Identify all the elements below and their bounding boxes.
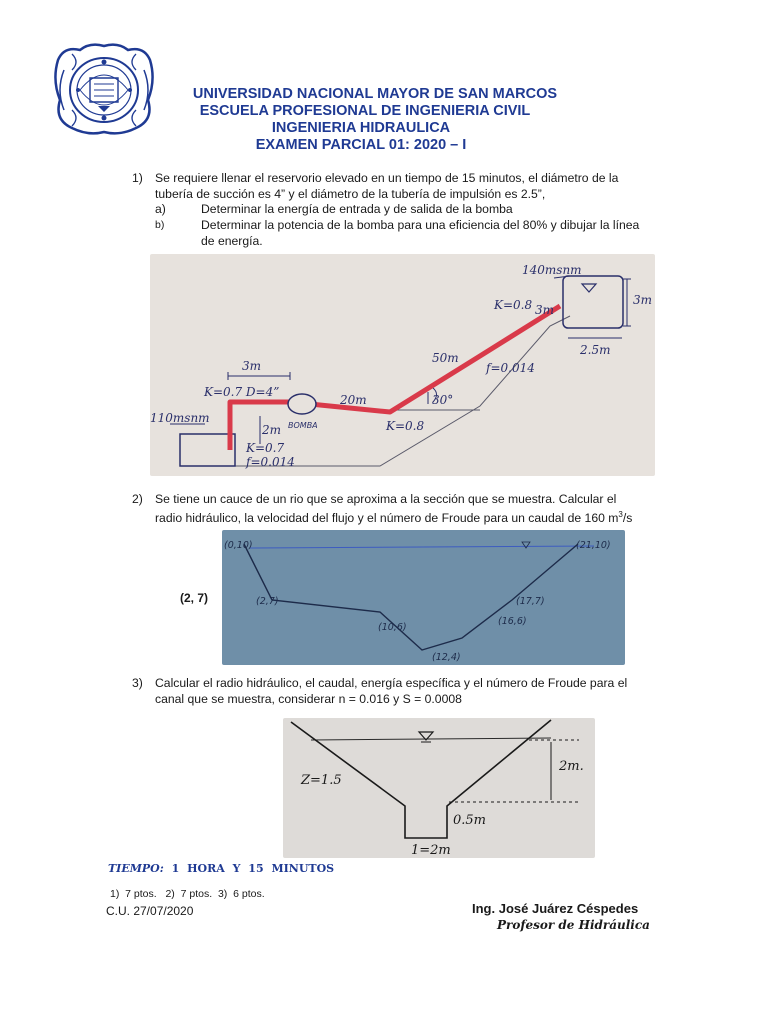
- fig1-len-suction: 3m: [242, 359, 262, 373]
- suction-tank: [180, 434, 235, 466]
- q3-text-line1: Calcular el radio hidráulico, el caudal, energía específica y el número de Froude para el: [155, 676, 628, 690]
- pump-icon: [288, 394, 316, 414]
- river-section-figure: [222, 530, 625, 665]
- q3-text-line2: canal que se muestra, considerar n = 0.016 y S = 0.0008: [155, 692, 462, 706]
- q2-number: 2): [132, 492, 143, 506]
- exam-title: EXAMEN PARCIAL 01: 2020 – I: [255, 137, 467, 153]
- fig1-k-suction: K=0.7 D=4”: [204, 385, 280, 399]
- q2-side-label: (2, 7): [180, 591, 209, 605]
- channel-figure: [283, 718, 595, 858]
- q1-text-line1: Se requiere llenar el reservorio elevado en un tiempo de 15 minutos, el diámetro de la: [155, 171, 619, 185]
- fig2-p7: (12,4): [432, 652, 461, 663]
- q2-text-line2: [155, 507, 632, 526]
- fig2-p3: (2,7): [256, 596, 279, 607]
- water-surface-line: [311, 738, 551, 740]
- q1-number: 1): [132, 171, 143, 185]
- fig1-k-top: K=0.8: [494, 298, 533, 312]
- fig1-len-top: 3m: [535, 303, 555, 317]
- fig1-len-incl: 50m: [432, 351, 459, 365]
- water-surface-line: [250, 546, 594, 548]
- fig2-p2: (21,10): [576, 540, 611, 551]
- fig1-k-inlet: K=0.7: [246, 441, 285, 455]
- cu-date: C.U. 27/07/2020: [106, 904, 194, 918]
- fig3-z: Z=1.5: [301, 773, 342, 788]
- pump-system-figure: [150, 254, 655, 476]
- course-name: INGENIERIA HIDRAULICA: [271, 120, 451, 136]
- q1-b-text-line2: de energía.: [201, 234, 263, 248]
- fig1-bomba: BOMBA: [288, 421, 318, 430]
- tiempo-value: 1 HORA Y 15 MINUTOS: [171, 862, 335, 875]
- q2-text-line1: Se tiene un cauce de un rio que se aproxima a la sección que se muestra. Calcular el: [155, 492, 617, 506]
- fig3-bottom: 1=2m: [411, 843, 451, 858]
- fig1-top-elev: 140msnm: [522, 263, 582, 277]
- fig3-depth: 2m.: [559, 759, 584, 774]
- fig2-p6: (16,6): [498, 616, 527, 627]
- tiempo-label: TIEMPO:: [108, 862, 164, 875]
- fig1-res-w: 2.5m: [580, 343, 611, 357]
- fig1-k-bend: K=0.8: [386, 419, 425, 433]
- school-name: ESCUELA PROFESIONAL DE INGENIERIA CIVIL: [199, 103, 531, 119]
- fig1-depth: 2m: [262, 423, 282, 437]
- fig1-len-horiz: 20m: [340, 393, 367, 407]
- university-name: UNIVERSIDAD NACIONAL MAYOR DE SAN MARCOS: [192, 86, 558, 102]
- fig2-p5: (10,6): [378, 622, 407, 633]
- q1-a-label: a): [155, 202, 166, 216]
- professor-title: Profesor de Hidráulica: [497, 918, 650, 932]
- fig1-angle: 30°: [432, 393, 454, 407]
- points-breakdown: 1) 7 ptos. 2) 7 ptos. 3) 6 ptos.: [110, 888, 265, 900]
- professor-name: Ing. José Juárez Céspedes: [472, 901, 639, 916]
- fig2-p1: (0,10): [224, 540, 253, 551]
- fig3-step: 0.5m: [453, 813, 487, 828]
- q1-text-line2: tubería de succión es 4” y el diámetro de la tubería de impulsión es 2.5”,: [155, 187, 546, 201]
- q1-b-label: b): [155, 219, 165, 231]
- fig1-f-disc: f=0.014: [486, 361, 535, 375]
- fig1-low-elev: 110msnm: [150, 411, 210, 425]
- q2-sup: 3: [618, 510, 623, 519]
- fig1-f-suction: f=0.014: [246, 455, 295, 469]
- q2-text-line2-post: /s: [622, 511, 633, 526]
- q1-a-text: Determinar la energía de entrada y de salida de la bomba: [201, 202, 513, 216]
- q1-b-text-line1: Determinar la potencia de la bomba para una eficiencia del 80% y dibujar la línea: [201, 218, 640, 232]
- q3-number: 3): [132, 676, 143, 690]
- fig1-res-h: 3m: [633, 293, 653, 307]
- q2-text-line2-pre: radio hidráulico, la velocidad del flujo y el número de Froude para un caudal de 160 m: [155, 511, 619, 526]
- fig2-p4: (17,7): [516, 596, 545, 607]
